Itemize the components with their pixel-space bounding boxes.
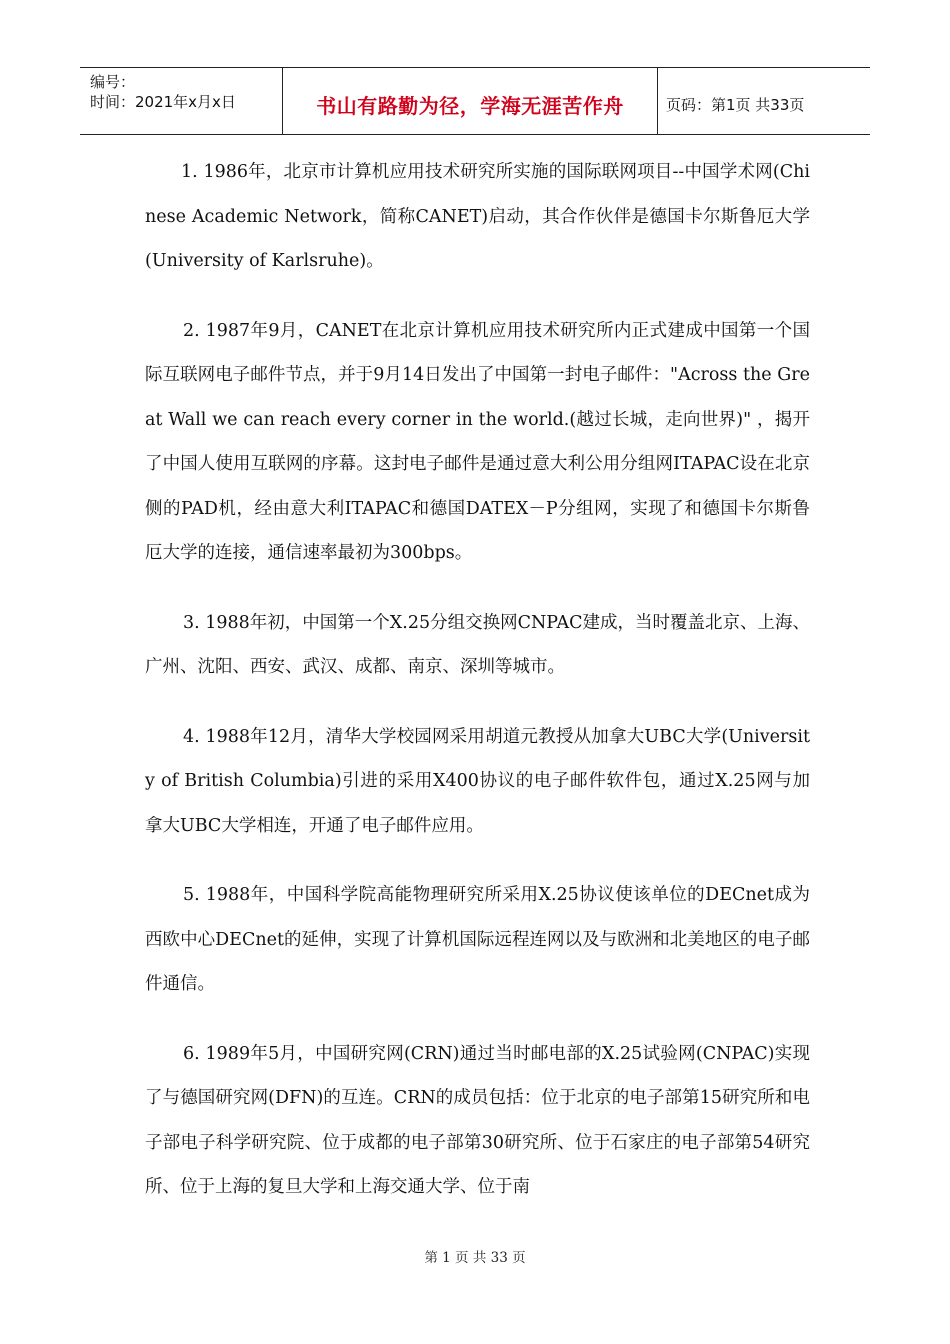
paragraph-3: 3. 1988年初，中国第一个X.25分组交换网CNPAC建成，当时覆盖北京、上海、广州、沈阳、西安、武汉、成都、南京、深圳等城市。 [145, 612, 810, 677]
header-middle-cell [282, 68, 658, 134]
date-label: 时间：2021年x月x日 [90, 93, 236, 111]
header-right-cell [658, 68, 870, 134]
serial-label: 编号： [90, 73, 136, 91]
page-info: 页码：第1页 共33页 [666, 96, 805, 114]
document-body [145, 150, 810, 1235]
header-motto: 书山有路勤为径，学海无涯苦作舟 [316, 93, 624, 118]
header-table [80, 67, 870, 135]
paragraph-5: 5. 1988年，中国科学院高能物理研究所采用X.25协议使该单位的DECnet成为西欧中心DECnet的延伸，实现了计算机国际远程连网以及与欧洲和北美地区的电子邮件通信。 [145, 885, 810, 994]
page-footer [0, 1246, 950, 1266]
paragraph-1: 1. 1986年，北京市计算机应用技术研究所实施的国际联网项目--中国学术网(Chinese Academic Network，简称CANET)启动，其合作伙伴是德国卡尔斯鲁厄大学(University of Karlsruhe)。 [145, 162, 810, 271]
paragraph-2: 2. 1987年9月，CANET在北京计算机应用技术研究所内正式建成中国第一个国际互联网电子邮件节点，并于9月14日发出了中国第一封电子邮件："Across the Great Wall we can reach every corner in the world.(越过长城，走向世界)" ，揭开了中国人使用互联网的序幕。这封电子邮件是通过意大利公用分组网ITAPAC设在北京侧的PAD机，经由意大利ITAPAC和德国DATEX－P分组网，实现了和德国卡尔斯鲁厄大学的连接，通信速率最初为300bps。 [145, 320, 810, 563]
header-left-cell [80, 68, 282, 134]
paragraph-6: 6. 1989年5月，中国研究网(CRN)通过当时邮电部的X.25试验网(CNPAC)实现了与德国研究网(DFN)的互连。CRN的成员包括：位于北京的电子部第15研究所和电子部电子科学研究院、位于成都的电子部第30研究所、位于石家庄的电子部第54研究所、位于上海的复旦大学和上海交通大学、位于南 [145, 1043, 810, 1197]
paragraph-4: 4. 1988年12月，清华大学校园网采用胡道元教授从加拿大UBC大学(University of British Columbia)引进的采用X400协议的电子邮件软件包，通过X.25网与加拿大UBC大学相连，开通了电子邮件应用。 [145, 726, 810, 836]
footer-page-number: 第 1 页 共 33 页 [424, 1250, 526, 1266]
